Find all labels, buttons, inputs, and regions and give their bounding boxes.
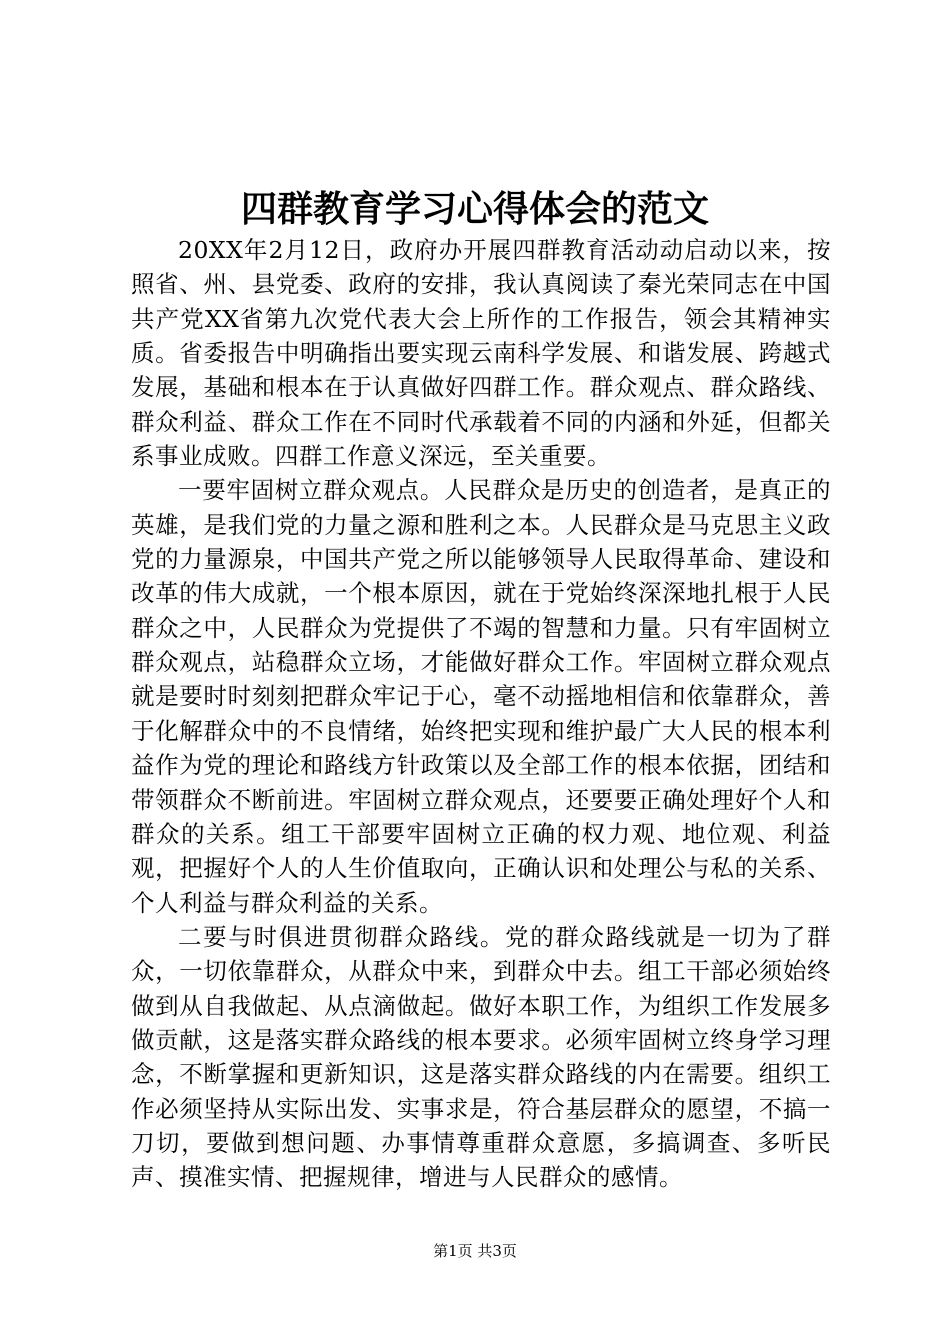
page-number-footer: 第1页 共3页 [433,1242,517,1260]
paragraph-mass-line: 二要与时俱进贯彻群众路线。党的群众路线就是一切为了群众，一切依靠群众，从群众中来，到群众中去。组工干部必须始终做到从自我做起、从点滴做起。做好本职工作，为组织工作发展多做贡献，这是落实群众路线的根本要求。必须牢固树立终身学习理念，不断掌握和更新知识，这是落实群众路线的内在需要。组织工作必须坚持从实际出发、实事求是，符合基层群众的愿望，不搞一刀切，要做到想问题、办事情尊重群众意愿，多搞调查、多听民声、摸准实情、把握规律，增进与人民群众的感情。 [131,922,831,1192]
document-body [131,233,831,1195]
document-title: 四群教育学习心得体会的范文 [240,188,709,230]
paragraph-intro: 20XX年2月12日，政府办开展四群教育活动动启动以来，按照省、州、县党委、政府的安排，我认真阅读了秦光荣同志在中国共产党XX省第九次党代表大会上所作的工作报告，领会其精神实质。省委报告中明确指出要实现云南科学发展、和谐发展、跨越式发展，基础和根本在于认真做好四群工作。群众观点、群众路线、群众利益、群众工作在不同时代承载着不同的内涵和外延，但都关系事业成败。四群工作意义深远，至关重要。 [131,236,831,471]
paragraph-mass-viewpoint: 一要牢固树立群众观点。人民群众是历史的创造者，是真正的英雄，是我们党的力量之源和胜利之本。人民群众是马克思主义政党的力量源泉，中国共产党之所以能够领导人民取得革命、建设和改革的伟大成就，一个根本原因，就在于党始终深深地扎根于人民群众之中，人民群众为党提供了不竭的智慧和力量。只有牢固树立群众观点，站稳群众立场，才能做好群众工作。牢固树立群众观点就是要时时刻刻把群众牢记于心，毫不动摇地相信和依靠群众，善于化解群众中的不良情绪，始终把实现和维护最广大人民的根本利益作为党的理论和路线方针政策以及全部工作的根本依据，团结和带领群众不断前进。牢固树立群众观点，还要要正确处理好个人和群众的关系。组工干部要牢固树立正确的权力观、地位观、利益观，把握好个人的人生价值取向，正确认识和处理公与私的关系、个人利益与群众利益的关系。 [131,476,831,917]
